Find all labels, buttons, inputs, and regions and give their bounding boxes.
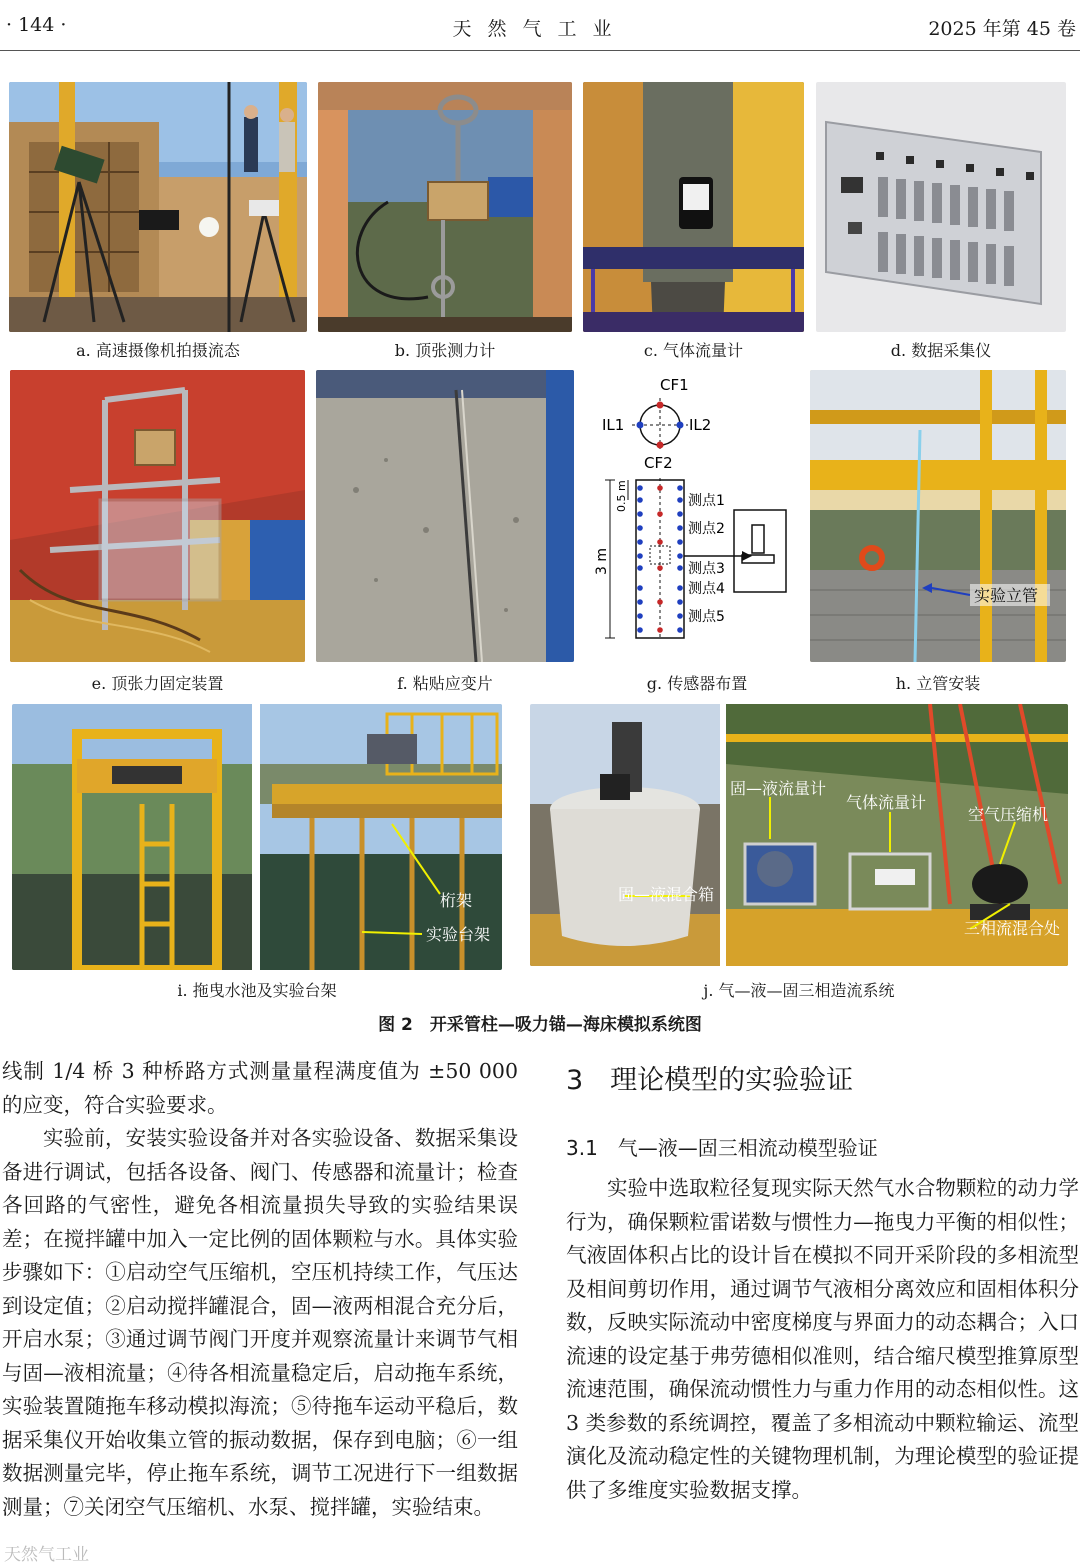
right-column [566,1172,1079,1507]
photo-d-data-acquisition [816,82,1066,332]
photo-i-towing-tank [12,704,502,970]
measurement-point-label: 测点1 [688,493,725,509]
watermark-text: 天然气工业 [4,1545,89,1565]
label-platform: 实验台架 [426,925,491,944]
caption-j: j. 气—液—固三相造流系统 [703,981,895,1000]
photo-c-gas-flowmeter [583,82,804,332]
measurement-point-label: 测点4 [688,581,725,597]
paragraph-left-2: 实验前，安装实验设备并对各实验设备、数据采集设备进行调试，包括各设备、阀门、传感器和流量计；检查各回路的气密性，避免各相流量损失导致的实验结果误差；在搅拌罐中加入一定比例的固体颗粒与水。具体实验步骤如下：①启动空气压缩机，空压机持续工作，气压达到设定值；②启动搅拌罐混合，固—液两相混合充分后，开启水泵；③通过调节阀门开度并观察流量计来调节气相与固—液相流量；④待各相流量稳定后，启动拖车系统，实验装置随拖车移动模拟海流；⑤待拖车运动平稳后，数据采集仪开始收集立管的振动数据，保存到电脑；⑥一组数据测量完毕，停止拖车系统，调节工况进行下一组数据测量；⑦关闭空气压缩机、水泵、搅拌罐，实验结束。 [2,1126,518,1519]
volume-info: 2025 年第 45 卷 [928,18,1076,40]
measurement-point-label: 测点2 [688,521,725,537]
sensor-dot [637,613,643,619]
sensor-dot [677,553,683,559]
label-three-phase-mix: 三相流混合处 [964,919,1061,938]
sensor-dot [677,485,683,491]
sensor-dot [657,565,663,571]
caption-g: g. 传感器布置 [646,674,748,693]
caption-i: i. 拖曳水池及实验台架 [177,981,337,1000]
section-title: 3 理论模型的实验验证 [566,1065,854,1096]
measurement-point-label: 测点3 [688,561,725,577]
sensor-dot [657,627,663,633]
sensor-dot [677,497,683,503]
sensor-dot [677,565,683,571]
sensor-dot [677,511,683,517]
cf1-label: CF1 [660,376,689,394]
caption-a: a. 高速摄像机拍摄流态 [76,341,240,360]
subsection-title: 3.1 气—液—固三相流动模型验证 [566,1136,878,1160]
paragraph-left-1: 线制 1/4 桥 3 种桥路方式测量量程满度值为 ±50 000 的应变，符合实验要求。 [2,1059,518,1117]
sensor-dot [657,511,663,517]
sensor-dot [677,525,683,531]
caption-c: c. 气体流量计 [643,341,744,360]
label-truss: 桁架 [440,891,473,910]
sensor-dot [657,539,663,545]
label-air-compressor: 空气压缩机 [968,805,1049,824]
cf2-label: CF2 [644,454,673,472]
sensor-dot [637,525,643,531]
caption-d: d. 数据采集仪 [890,341,992,360]
journal-name: 天然气工业 [452,18,628,40]
sensor-dot [637,485,643,491]
sensor-dot [677,613,683,619]
sensor-dot [637,565,643,571]
il1-label: IL1 [602,416,625,434]
label-riser: 实验立管 [974,586,1039,605]
header-rule [0,50,1080,51]
sensor-dot [677,585,683,591]
sensor-dot [677,539,683,545]
sensor-dot [637,497,643,503]
caption-e: e. 顶张力固定装置 [91,674,224,693]
sensor-dot [657,485,663,491]
il2-label: IL2 [689,416,712,434]
sensor-dot [637,599,643,605]
sensor-dot [677,627,683,633]
diagram-g-sensor-layout [592,370,802,662]
photo-b-tension-dynamometer [318,82,572,332]
left-column [2,1055,518,1524]
label-gas-flowmeter: 气体流量计 [846,793,927,812]
sensor-dot [637,539,643,545]
photo-f-strain-gauge [316,370,574,662]
caption-h: h. 立管安装 [895,674,981,693]
page-number: · 144 · [6,14,67,36]
paragraph-right-1: 实验中选取粒径复现实际天然气水合物颗粒的动力学行为，确保颗粒雷诺数与惯性力—拖曳力平衡的相似性；气液固体积占比的设计旨在模拟不同开采阶段的多相流型及相间剪切作用，通过调节气液相分离效应和固相体积分数，反映实际流动中密度梯度与界面力的动态耦合；入口流速的设定基于弗劳德相似准则，结合缩尺模型推算原型流速范围，确保流动惯性力与重力作用的动态相似性。这 3 类参数的系统调控，覆盖了多相流动中颗粒输运、流型演化及流动稳定性的关键物理机制，为理论模型的验证提供了多维度实验数据支撑。 [566,1176,1079,1502]
measurement-point-label: 测点5 [688,609,725,625]
sensor-dot [637,585,643,591]
dim-3m: 3 m [594,548,610,575]
figure-title: 图 2 开采管柱—吸力锚—海床模拟系统图 [378,1015,702,1035]
label-solid-liquid-flowmeter: 固—液流量计 [730,779,827,798]
photo-e-tension-fixture [10,370,305,662]
caption-f: f. 粘贴应变片 [397,674,493,693]
sensor-dot [657,599,663,605]
caption-b: b. 顶张测力计 [394,341,496,360]
photo-h-riser-install [810,370,1066,662]
sensor-dot [677,599,683,605]
photo-a-high-speed-camera [9,82,307,332]
sensor-dot [637,511,643,517]
sensor-dot [637,553,643,559]
photo-j-three-phase-system [530,704,1068,966]
sensor-dot [637,627,643,633]
page-header [0,0,1080,52]
label-mixing-tank: 固—液混合箱 [618,885,715,904]
dim-0-5m: 0.5 m [615,480,628,512]
